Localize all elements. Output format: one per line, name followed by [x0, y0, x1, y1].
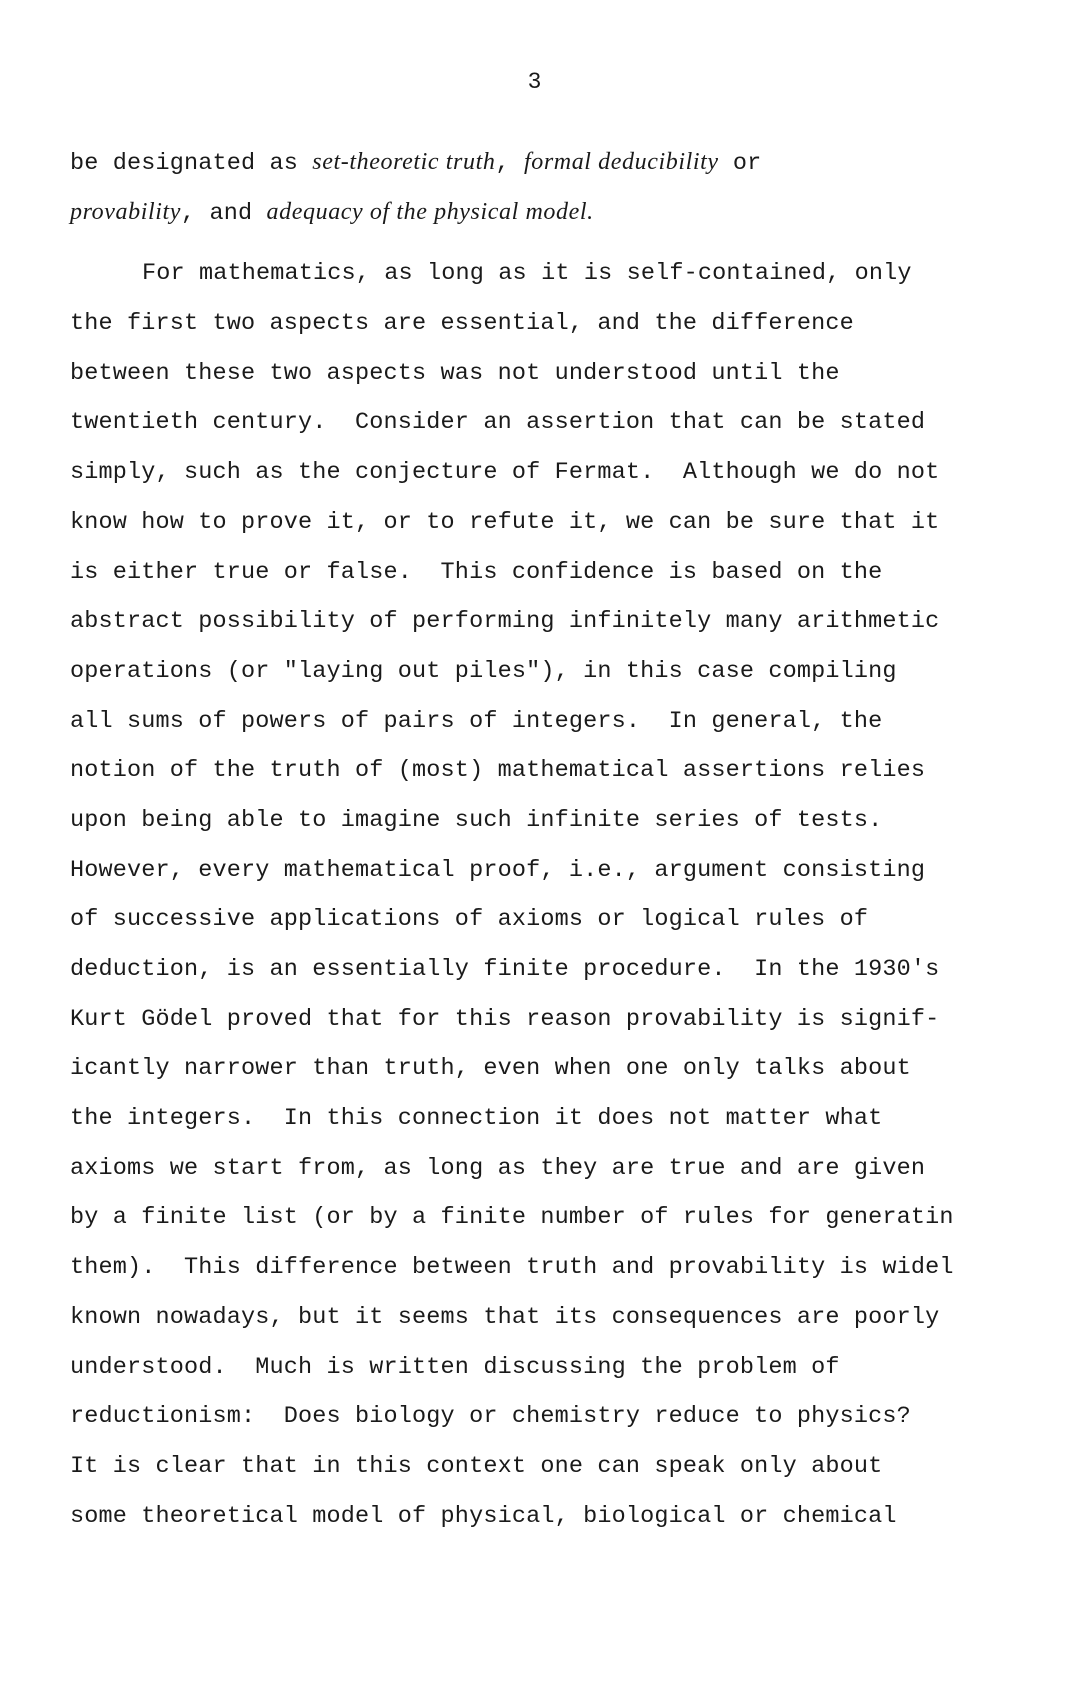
text-segment: them). This difference between truth and provability is widel — [70, 1254, 954, 1282]
text-segment: or — [718, 150, 762, 177]
text-line — [70, 1293, 1060, 1343]
text-segment: between these two aspects was not understood until the — [70, 359, 840, 387]
text-segment: However, every mathematical proof, i.e., argument consisting — [70, 856, 926, 884]
text-segment: notion of the truth of (most) mathematical assertions relies — [70, 757, 926, 785]
text-segment: For mathematics, as long as it is self-contained, only — [142, 260, 912, 288]
text-segment: reductionism: Does biology or chemistry reduce to physics? — [70, 1403, 911, 1431]
text-segment: twentieth century. Consider an assertion that can be stated — [70, 409, 926, 437]
text-segment: , — [495, 150, 524, 177]
italic-term: provability — [70, 198, 182, 225]
text-line — [70, 1492, 1060, 1542]
text-segment: , and — [181, 199, 267, 227]
text-segment: understood. Much is written discussing the problem of — [70, 1353, 840, 1381]
text-line — [70, 1193, 1060, 1243]
text-line — [70, 249, 1060, 299]
text-segment: by a finite list (or by a finite number of rules for generatin — [70, 1204, 954, 1232]
text-line — [70, 895, 1060, 945]
text-line — [70, 647, 1060, 697]
text-line — [70, 945, 1060, 995]
text-segment: know how to prove it, or to refute it, we can be sure that it — [70, 508, 940, 536]
text-line — [70, 1094, 1060, 1144]
text-segment: It is clear that in this context one can speak only about — [70, 1452, 883, 1480]
italic-term: set-theoretic truth — [312, 149, 496, 175]
text-line — [70, 299, 1060, 349]
text-segment: some theoretical model of physical, biological or chemical — [70, 1502, 897, 1530]
italic-term: adequacy of the physical model. — [266, 198, 594, 225]
text-segment: icantly narrower than truth, even when one only talks about — [70, 1055, 911, 1083]
text-segment: simply, such as the conjecture of Fermat. Although we do not — [70, 459, 940, 487]
text-segment: of successive applications of axioms or logical rules of — [70, 906, 869, 934]
text-line — [70, 1243, 1060, 1293]
text-segment: upon being able to imagine such infinite series of tests. — [70, 806, 883, 834]
text-line — [70, 1343, 1060, 1393]
text-line — [70, 746, 1060, 796]
text-line — [70, 796, 1060, 846]
text-segment: abstract possibility of performing infinitely many arithmetic — [70, 608, 940, 636]
text-segment: Kurt Gödel proved that for this reason provability is signif- — [70, 1005, 940, 1033]
text-line — [70, 1442, 1060, 1492]
text-line — [70, 398, 1060, 448]
text-segment: the first two aspects are essential, and the difference — [70, 310, 854, 338]
text-line — [70, 448, 1060, 498]
page-number: 3 — [527, 69, 542, 95]
text-line — [70, 995, 1060, 1045]
text-line — [70, 697, 1060, 747]
text-segment: deduction, is an essentially finite procedure. In the 1930's — [70, 956, 940, 983]
text-line — [70, 1144, 1060, 1194]
text-line — [70, 548, 1060, 598]
text-line — [70, 349, 1060, 399]
text-line — [70, 498, 1060, 548]
text-segment: is either true or false. This confidence is based on the — [70, 558, 883, 586]
text-line — [70, 846, 1060, 896]
text-segment: operations (or "laying out piles"), in this case compiling — [70, 657, 897, 685]
text-segment: be designated as — [70, 150, 313, 177]
text-segment: known nowadays, but it seems that its consequences are poorly — [70, 1303, 940, 1331]
text-segment: all sums of powers of pairs of integers. In general, the — [70, 707, 883, 735]
text-line — [70, 138, 1060, 188]
text-line — [70, 1044, 1060, 1094]
text-segment: the integers. In this connection it does not matter what — [70, 1105, 883, 1133]
text-line — [70, 1392, 1060, 1442]
text-segment: axioms we start from, as long as they are true and are given — [70, 1154, 926, 1182]
text-line — [70, 597, 1060, 647]
italic-term: formal deducibility — [523, 149, 719, 175]
body-text — [70, 138, 1060, 1541]
text-line — [70, 188, 1060, 238]
